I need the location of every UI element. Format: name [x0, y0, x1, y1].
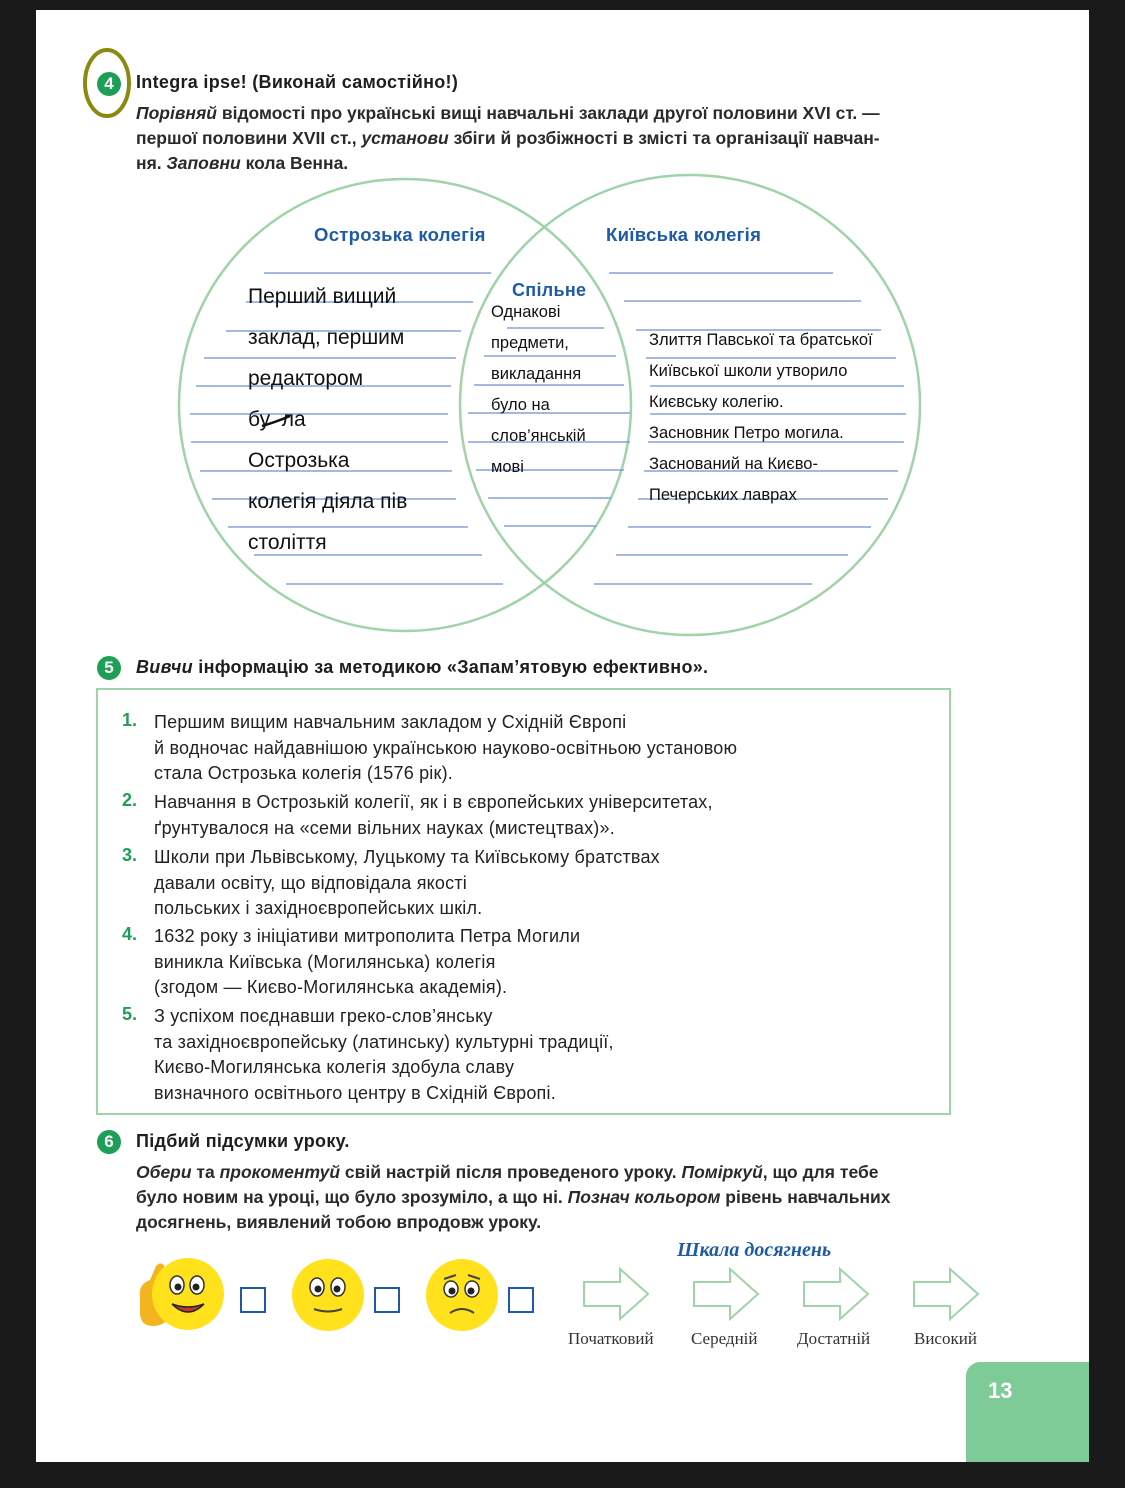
memo-item-text: З успіхом поєднавши греко-слов’янську та західноєвропейську (латинську) культурні традиції, Києво-Могилянська колегія здобула славу визначного освітнього центру в Східній Європі.	[154, 1006, 614, 1103]
handwritten-line: викладання	[491, 365, 582, 383]
textbook-page	[36, 10, 1089, 1462]
task-5-title: Вивчи інформацію за методикою «Запам’ятовую ефективно».	[136, 657, 709, 677]
neutral-smiley-icon[interactable]	[290, 1257, 366, 1333]
task-5-badge: 5	[97, 656, 121, 680]
venn-left-title: Острозька колегія	[314, 224, 486, 245]
sad-smiley-icon[interactable]	[424, 1257, 500, 1333]
task-4-instructions: Порівняй відомості про українські вищі навчальні заклади другої половини XVI ст. — першої половини XVII ст., установи збіги й розбіжності в змісті та організації навчан- ня. Заповни кола Венна.	[136, 103, 880, 173]
handwritten-line: Заснований на Києво-	[649, 455, 818, 473]
memo-item	[122, 1004, 942, 1109]
level-arrow-icon[interactable]	[582, 1266, 652, 1322]
handwritten-line: Однакові	[491, 303, 561, 321]
memo-item-text: 1632 року з ініціативи митрополита Петра Могили виникла Київська (Могилянська) колегія (згодом — Києво-Могилянська академія).	[154, 926, 581, 997]
handwritten-line: заклад, першим	[248, 326, 405, 349]
task-4-badge: 4	[97, 72, 121, 96]
level-label-high: Високий	[914, 1329, 977, 1348]
handwritten-line: предмети,	[491, 334, 569, 352]
level-arrow-icon[interactable]	[802, 1266, 872, 1322]
mood-checkbox-happy[interactable]	[240, 1287, 266, 1313]
mood-checkbox-neutral[interactable]	[374, 1287, 400, 1313]
memo-item-number: 5.	[122, 1004, 138, 1024]
handwritten-line: колегія діяла пів	[248, 490, 408, 513]
mood-checkbox-sad[interactable]	[508, 1287, 534, 1313]
task-4-title: Integra ipse! (Виконай самостійно!)	[136, 72, 459, 92]
handwritten-line: століття	[248, 531, 327, 554]
memo-item-number: 2.	[122, 790, 138, 810]
memo-item	[122, 924, 942, 1004]
handwritten-line: Печерських лаврах	[649, 486, 797, 504]
handwritten-line: Засновник Петро могила.	[649, 424, 844, 442]
handwritten-line: Київської школи утворило	[649, 362, 848, 380]
venn-right-title: Київська колегія	[606, 224, 762, 245]
task-6-badge: 6	[97, 1130, 121, 1154]
venn-common-text	[491, 297, 586, 483]
memo-item-text: Навчання в Острозькій колегії, як і в європейських університетах, ґрунтувалося на «семи вільних науках (мистецтвах)».	[154, 792, 713, 838]
memo-item	[122, 790, 942, 845]
memo-item-number: 4.	[122, 924, 138, 944]
page-number: 13	[988, 1378, 1013, 1403]
memo-item-text: Школи при Львівському, Луцькому та Київському братствах давали освіту, що відповідала якості польських і західноєвропейських шкіл.	[154, 847, 660, 918]
task-6-instructions: Обери та прокоментуй свій настрій після проведеного уроку. Поміркуй, що для тебе було новим на уроці, що було зрозуміло, а що ні. Познач кольором рівень навчальних досягнень, виявлений тобою впродовж уроку.	[136, 1162, 891, 1232]
task-6-title: Підбий підсумки уроку.	[136, 1131, 350, 1151]
handwritten-line: Перший вищий	[248, 285, 397, 308]
venn-right-text	[649, 325, 873, 511]
level-label-sufficient: Достатній	[797, 1329, 871, 1348]
scale-title: Шкала досягнень	[677, 1239, 832, 1261]
happy-smiley-icon[interactable]	[134, 1254, 230, 1334]
handwritten-line: Злиття Павської та братської	[649, 331, 873, 349]
page-number-tab	[966, 1362, 1089, 1462]
memo-item-number: 3.	[122, 845, 138, 865]
level-label-initial: Початковий	[568, 1329, 654, 1348]
venn-common-title: Спільне	[512, 280, 587, 300]
level-arrow-icon[interactable]	[912, 1266, 982, 1322]
memo-item	[122, 710, 942, 790]
handwritten-line: було на	[491, 396, 550, 414]
handwritten-line: редактором	[248, 367, 364, 390]
memo-item-number: 1.	[122, 710, 138, 730]
level-arrow-icon[interactable]	[692, 1266, 762, 1322]
handwritten-line: мові	[491, 458, 524, 476]
memo-item-text: Першим вищим навчальним закладом у Східній Європі й водночас найдавнішою українською науково-освітньою установою стала Острозька колегія (1576 рік).	[154, 712, 738, 783]
memo-box	[96, 688, 951, 1115]
handwritten-line: слов’янській	[491, 427, 586, 445]
handwritten-line: Києвську колегію.	[649, 393, 784, 411]
handwritten-line: Острозька	[248, 449, 350, 472]
handwritten-line: бу ла	[248, 408, 306, 431]
level-label-medium: Середній	[691, 1329, 758, 1348]
venn-left-text	[248, 276, 407, 563]
memo-item	[122, 845, 942, 925]
